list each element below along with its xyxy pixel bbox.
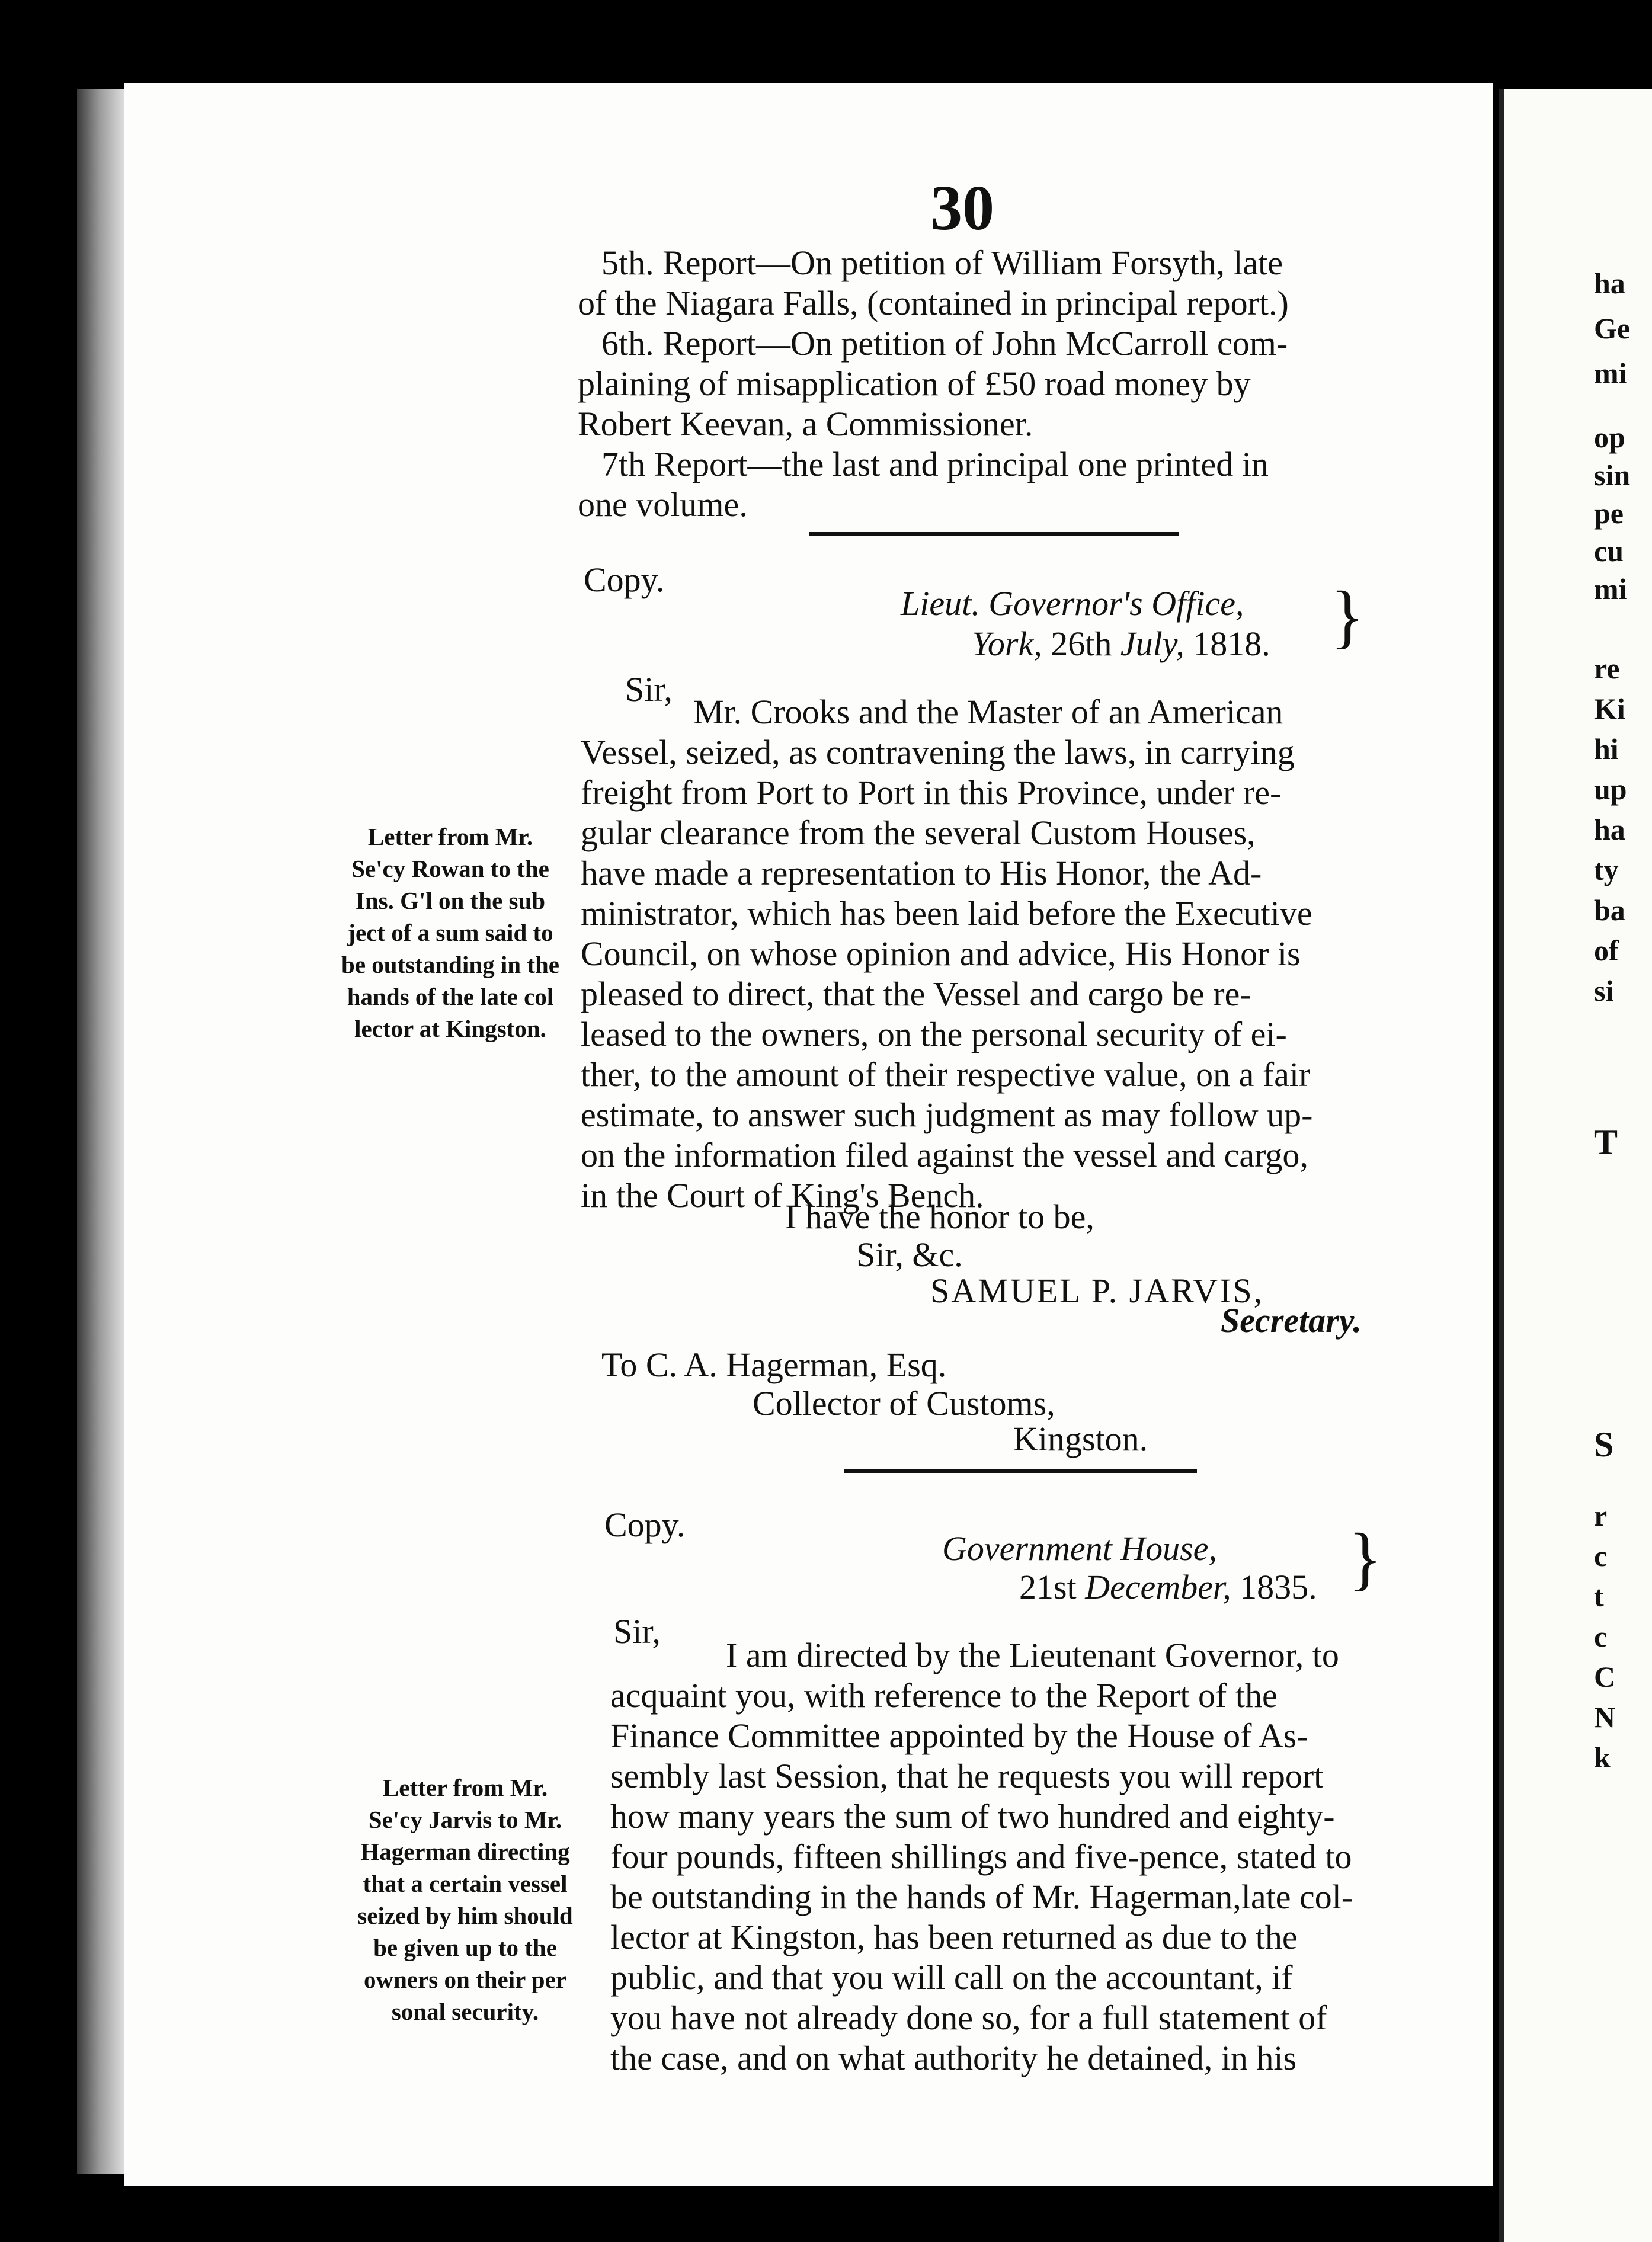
margin-note-line: be outstanding in the <box>341 951 559 978</box>
fragment: op <box>1594 421 1625 454</box>
copy-label: Copy. <box>584 560 665 599</box>
letter-date: 21st December, 1835. <box>1019 1568 1317 1606</box>
body-line: leased to the owners, on the personal security of ei- <box>581 1015 1287 1053</box>
signature: SAMUEL P. JARVIS, <box>930 1271 1264 1310</box>
body-line: Vessel, seized, as contravening the laws, in carrying <box>581 733 1295 771</box>
body-line: gular clearance from the several Custom Houses, <box>581 813 1256 852</box>
margin-note-line: Hagerman directing <box>360 1838 570 1865</box>
body-line: sembly last Session, that he requests you will report <box>610 1757 1324 1795</box>
fragment: Ge <box>1594 312 1631 345</box>
margin-note-line: seized by him should <box>357 1902 573 1929</box>
margin-note-line: hands of the late col <box>347 983 554 1010</box>
margin-note-line: Ins. G'l on the sub <box>355 887 546 914</box>
fragment: of <box>1594 934 1619 967</box>
margin-note-line: Letter from Mr. <box>382 1774 548 1801</box>
report-line: of the Niagara Falls, (contained in principal report.) <box>578 284 1289 322</box>
body-line: ther, to the amount of their respective value, on a fair <box>581 1055 1311 1094</box>
body-line: public, and that you will call on the accountant, if <box>610 1958 1293 1997</box>
fragment: ba <box>1594 893 1625 927</box>
body-line: freight from Port to Port in this Province, under re- <box>581 773 1282 812</box>
fragment: mi <box>1594 357 1627 390</box>
brace: } <box>1330 576 1365 655</box>
closing-sir: Sir, &c. <box>856 1235 963 1274</box>
body-line: pleased to direct, that the Vessel and cargo be re- <box>581 975 1251 1013</box>
fragment: si <box>1594 974 1614 1007</box>
next-page-edge <box>1499 89 1652 2242</box>
margin-note-line: Se'cy Jarvis to Mr. <box>368 1806 562 1833</box>
copy-label: Copy. <box>604 1506 686 1544</box>
margin-note-line: that a certain vessel <box>363 1870 568 1897</box>
margin-note-line: Se'cy Rowan to the <box>351 855 549 882</box>
margin-note-line: lector at Kingston. <box>354 1015 546 1042</box>
fragment: t <box>1594 1580 1604 1613</box>
body-line: in the Court of King's Bench. <box>581 1176 984 1215</box>
body-line: ministrator, which has been laid before the Executive <box>581 894 1312 933</box>
closing: I have the honor to be, <box>785 1197 1094 1236</box>
report-line: Robert Keevan, a Commissioner. <box>578 405 1033 443</box>
body-line: lector at Kingston, has been returned as due to the <box>610 1918 1298 1956</box>
fragment: pe <box>1594 497 1624 530</box>
addressee: To C. A. Hagerman, Esq. <box>601 1346 947 1384</box>
fragment: mi <box>1594 572 1627 606</box>
fragment: r <box>1594 1499 1608 1532</box>
body-line: I am directed by the Lieutenant Governor, to <box>726 1636 1339 1674</box>
fragment: ha <box>1594 267 1625 300</box>
signature-title: Secretary. <box>1221 1301 1362 1340</box>
report-line: 5th. Report—On petition of William Forsyth, late <box>601 244 1283 282</box>
margin-note-line: sonal security. <box>391 1998 539 2025</box>
report-line: one volume. <box>578 485 748 524</box>
body-line: you have not already done so, for a full statement of <box>610 1998 1327 2037</box>
margin-note-1 <box>320 821 581 1045</box>
body-line: four pounds, fifteen shillings and five-pence, stated to <box>610 1837 1352 1876</box>
fragment: re <box>1594 652 1620 685</box>
body-line: estimate, to answer such judgment as may follow up- <box>581 1096 1313 1134</box>
fragment: S <box>1594 1425 1614 1464</box>
margin-note-line: Letter from Mr. <box>367 823 533 850</box>
fragment: ty <box>1594 853 1619 886</box>
body-line: have made a representation to His Honor, the Ad- <box>581 854 1262 892</box>
body-line: be outstanding in the hands of Mr. Hagerman,late col- <box>610 1878 1353 1916</box>
body-line: Mr. Crooks and the Master of an American <box>693 693 1283 731</box>
margin-note-2 <box>329 1772 601 2028</box>
fragment: up <box>1594 773 1627 806</box>
salutation: Sir, <box>625 670 673 709</box>
fragment: c <box>1594 1539 1608 1572</box>
fragment: N <box>1594 1700 1616 1734</box>
page-number: 30 <box>930 173 994 244</box>
fragment: cu <box>1594 534 1624 568</box>
addressee-title: Collector of Customs, <box>753 1384 1055 1423</box>
body-line: the case, and on what authority he detained, in his <box>610 2039 1297 2077</box>
section-divider <box>844 1469 1197 1473</box>
margin-note-line: be given up to the <box>373 1934 557 1961</box>
salutation: Sir, <box>613 1612 661 1651</box>
body-line: Council, on whose opinion and advice, His Honor is <box>581 934 1301 973</box>
addressee-place: Kingston. <box>1013 1420 1148 1458</box>
fragment: c <box>1594 1620 1608 1653</box>
margin-note-line: ject of a sum said to <box>347 919 553 946</box>
fragment: ha <box>1594 813 1625 846</box>
letter-date: York, 26th July, 1818. <box>972 624 1270 663</box>
body-line: acquaint you, with reference to the Report of the <box>610 1676 1278 1715</box>
fragment: C <box>1594 1660 1616 1693</box>
letter-place: Government House, <box>942 1529 1217 1568</box>
letter-place: Lieut. Governor's Office, <box>901 584 1244 623</box>
brace: } <box>1348 1519 1382 1597</box>
fragment: T <box>1594 1123 1618 1162</box>
body-line: on the information filed against the vessel and cargo, <box>581 1136 1308 1174</box>
fragment: k <box>1594 1741 1611 1774</box>
body-line: Finance Committee appointed by the House of As- <box>610 1716 1308 1755</box>
section-divider <box>809 532 1179 536</box>
body-line: how many years the sum of two hundred and eighty- <box>610 1797 1335 1836</box>
fragment: hi <box>1594 732 1619 766</box>
margin-note-line: owners on their per <box>363 1966 566 1993</box>
report-line: 6th. Report—On petition of John McCarroll com- <box>601 324 1288 363</box>
report-line: 7th Report—the last and principal one printed in <box>601 445 1269 483</box>
fragment: sin <box>1594 459 1631 492</box>
fragment: Ki <box>1594 692 1625 725</box>
report-line: plaining of misapplication of £50 road money by <box>578 364 1251 403</box>
